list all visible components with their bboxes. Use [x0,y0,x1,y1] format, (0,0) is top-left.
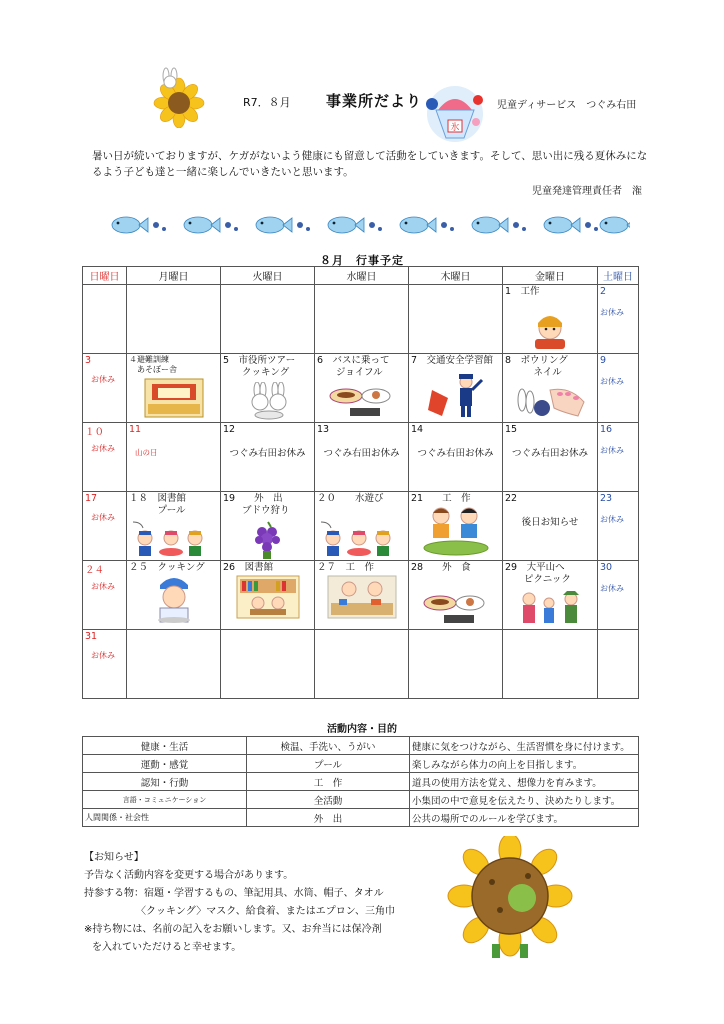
day-number: 31 [85,631,98,642]
notice-line: 予告なく活動内容を変更する場合があります。 [84,870,294,881]
day-cell [315,630,409,699]
activity-name: 検温、手洗い、うがい [247,737,410,755]
day-cell-28 [409,561,503,630]
day-cell [83,285,127,354]
restaurant-meal-icon [326,382,398,420]
closed-notice: つぐみ右田お休み [511,448,588,459]
day-cell [127,285,221,354]
event-text: 26 図書館 [223,562,274,573]
notice-line: 〈クッキング〉マスク、給食着、またはエプロン、三角巾 [136,906,395,917]
activity-purpose: 小集団の中で意見を伝えたり、決めたりします。 [410,791,639,809]
day-number: 14 [411,424,424,435]
closed-label: お休み [91,582,115,591]
notice-heading: 【お知らせ】 [84,852,144,863]
activity-row [83,773,639,791]
event-text: 28 外 食 [411,562,471,573]
activity-row [83,809,639,827]
day-cell-7 [409,354,503,423]
closed-label: お休み [600,446,624,455]
day-cell [409,630,503,699]
activity-name: プール [247,755,410,773]
event-text: 7 交通安全学習館 [411,355,494,366]
day-cell [315,285,409,354]
day-cell-17 [83,492,127,561]
crafting-girl-icon [527,313,573,351]
weekday-thu: 木曜日 [409,267,503,285]
day-cell-24 [83,561,127,630]
calendar-week [83,354,639,423]
library-icon [236,575,300,619]
activity-purpose: 健康に気をつけながら、生活習慣を身に付けます。 [410,737,639,755]
day-cell-27 [315,561,409,630]
event-text: １８ 図書館 プール [129,493,187,516]
holiday-label: 山の日 [135,448,158,457]
day-cell-3 [83,354,127,423]
day-cell-22 [503,492,598,561]
activity-row [83,791,639,809]
event-text: ２５ クッキング [129,562,205,573]
picnic-family-icon [515,589,585,629]
day-number: １０ [85,427,105,438]
weekday-sun: 日曜日 [83,267,127,285]
weekday-fri: 金曜日 [503,267,598,285]
event-text: ２０ 水遊び [317,493,384,504]
pool-kids-icon [131,520,217,558]
day-cell-11 [127,423,221,492]
activities-table [82,736,639,827]
closed-label: お休み [600,377,624,386]
weekday-sat: 土曜日 [598,267,639,285]
activity-category: 人間関係・社会性 [83,809,247,827]
closed-notice: つぐみ右田お休み [229,448,306,459]
signature: 児童発達管理責任者 潅 [532,186,642,197]
weekday-tue: 火曜日 [221,267,315,285]
sunflower-bunny-icon [148,66,210,128]
day-cell [409,285,503,354]
day-cell-1 [503,285,598,354]
calendar-week [83,492,639,561]
event-text: 8 ボウリング ネイル [505,355,568,378]
notice-line: ※持ち物には、名前の記入をお願いします。又、お弁当には保冷剤 [84,924,382,935]
day-cell-15 [503,423,598,492]
calendar-week [83,285,639,354]
closed-label: お休み [600,584,624,593]
page-title: 事業所だより [326,92,423,110]
event-text: 1 工作 [505,286,540,297]
calendar-table [82,266,639,699]
day-cell-23 [598,492,639,561]
day-cell-25 [127,561,221,630]
activity-purpose: 公共の場所でのルールを学びます。 [410,809,639,827]
crafting-table-icon [327,575,397,619]
calendar-week [83,561,639,630]
activity-category: 認知・行動 [83,773,247,791]
activity-name: 全活動 [247,791,410,809]
sunflower-character-icon [440,836,580,960]
day-number: 11 [129,424,142,435]
weekday-header-row [83,267,639,285]
event-text: 29 大平山へ ピクニック [505,562,571,585]
activity-category: 運動・感覚 [83,755,247,773]
day-cell-16 [598,423,639,492]
day-cell-10 [83,423,127,492]
day-cell-29 [503,561,598,630]
activity-row [83,755,639,773]
event-text: ２７ 工 作 [317,562,375,573]
day-cell-30 [598,561,639,630]
day-cell-31 [83,630,127,699]
notice-section [84,849,395,957]
event-text: 5 市役所ツアー クッキング [223,355,296,378]
calendar-week [83,630,639,699]
closed-notice: つぐみ右田お休み [417,448,494,459]
water-play-icon [319,520,405,558]
day-number: 17 [85,493,98,504]
closed-label: お休み [600,308,624,317]
notice-line: を入れていただけると幸せます。 [92,942,242,953]
activity-name: 外 出 [247,809,410,827]
day-number: 22 [505,493,518,504]
event-text: 19 外 出 ブドウ狩り [223,493,290,516]
shaved-ice-icon [418,82,492,146]
closed-label: お休み [91,444,115,453]
later-notice: 後日お知らせ [521,517,579,528]
day-cell [221,630,315,699]
day-number: 23 [600,493,613,504]
closed-label: お休み [91,651,115,660]
day-cell [598,630,639,699]
stage-hall-icon [144,378,204,418]
bowling-nail-icon [514,382,586,420]
day-number: 15 [505,424,518,435]
restaurant-meal-icon [420,589,492,627]
organization-name: 児童ディサービス つぐみ右田 [497,100,637,111]
day-number: 3 [85,355,92,366]
day-cell-14 [409,423,503,492]
day-cell-12 [221,423,315,492]
cooking-kid-icon [150,575,198,625]
day-number: 13 [317,424,330,435]
event-text: 6 バスに乗って ジョイフル [317,355,390,378]
notice-line: 持参する物：宿題・学習するもの、筆記用具、水筒、帽子、タオル [84,888,384,899]
closed-label: お休み [91,513,115,522]
event-text: 21 工 作 [411,493,471,504]
day-cell-5 [221,354,315,423]
day-cell-21 [409,492,503,561]
calendar-week [83,423,639,492]
day-cell-9 [598,354,639,423]
day-number: 12 [223,424,236,435]
day-cell-2 [598,285,639,354]
closed-label: お休み [600,515,624,524]
activity-purpose: 楽しみながら体力の向上を目指します。 [410,755,639,773]
day-cell-26 [221,561,315,630]
day-cell-18 [127,492,221,561]
intro-text: 暑い日が続いておりますが、ケガがないよう健康にも留意して活動をしていきます。そして、思い出に残る夏休みになるよう子ども達と一緒に楽しんでいきたいと思います。 [92,150,648,178]
weekday-mon: 月曜日 [127,267,221,285]
calendar-title: ８月 行事予定 [320,254,404,267]
newsletter-date: R7．８月 [243,96,291,109]
day-cell [127,630,221,699]
day-cell [503,630,598,699]
day-number: 9 [600,355,607,366]
day-number: ２４ [85,565,105,576]
closed-label: お休み [91,375,115,384]
day-cell-8 [503,354,598,423]
activity-category: 健康・生活 [83,737,247,755]
event-text: ４避難訓練 あそぼー舎 [129,355,177,374]
day-number: 2 [600,286,607,297]
activity-purpose: 道具の使用方法を覚え、想像力を育みます。 [410,773,639,791]
day-cell-4 [127,354,221,423]
activity-category: 言語・コミュニケーション [83,791,247,809]
day-cell-20 [315,492,409,561]
activity-name: 工 作 [247,773,410,791]
day-cell-6 [315,354,409,423]
weekday-wed: 水曜日 [315,267,409,285]
crafting-kids-icon [421,506,491,556]
svg-text:氷: 氷 [450,123,460,133]
activity-row [83,737,639,755]
traffic-officer-icon [426,372,486,418]
fish-decoration-icon [110,212,630,238]
day-cell-13 [315,423,409,492]
day-cell-19 [221,492,315,561]
day-cell [221,285,315,354]
grape-character-icon [251,520,285,560]
closed-notice: つぐみ右田お休み [323,448,400,459]
day-number: 30 [600,562,613,573]
day-number: 16 [600,424,613,435]
cooking-bunnies-icon [243,382,293,420]
activities-title: 活動内容・目的 [327,724,397,735]
